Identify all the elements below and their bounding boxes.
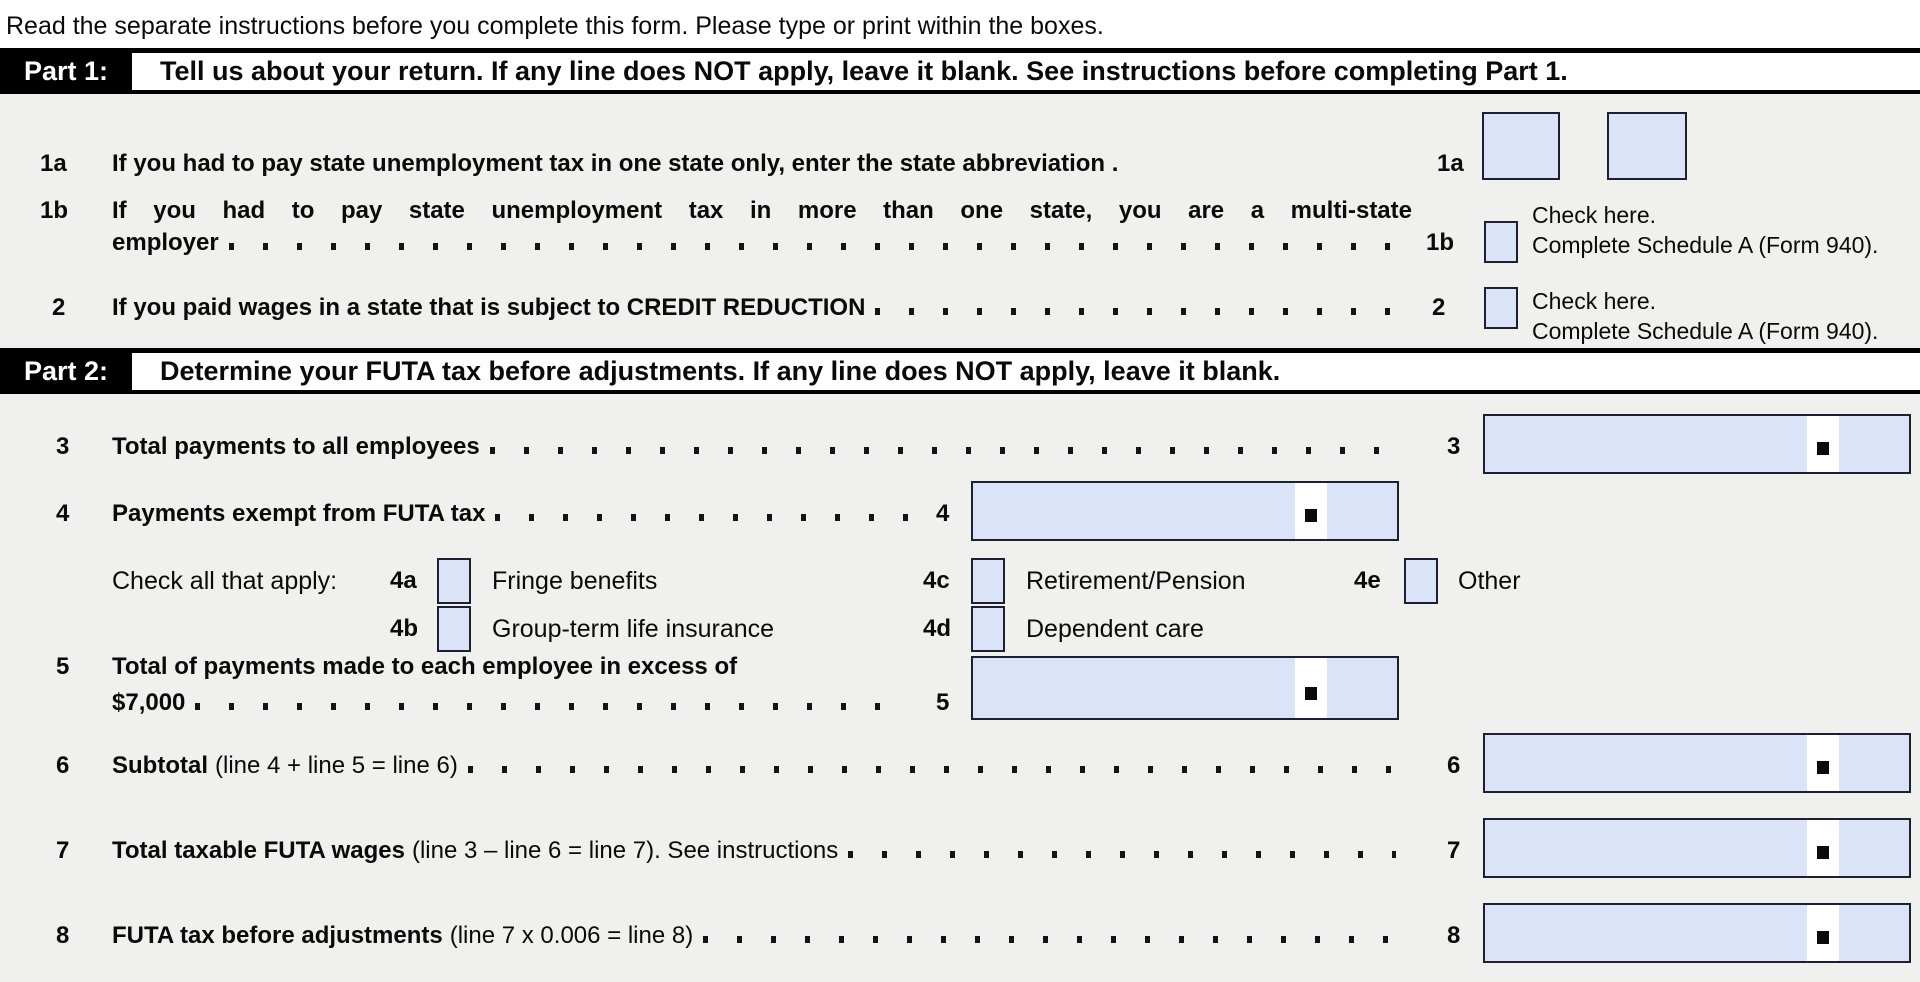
check-4b-label: Group-term life insurance: [492, 615, 775, 643]
check-4e-label: Other: [1458, 567, 1521, 595]
part1-label: Part 1:: [0, 48, 132, 94]
line-3-label: Total payments to all employees: [112, 433, 480, 460]
check-4e-number: 4e: [1354, 567, 1381, 594]
line-4-amount-field[interactable]: [971, 481, 1399, 541]
check-4e-other-checkbox[interactable]: [1404, 558, 1438, 604]
decimal-dot: [1305, 509, 1317, 522]
line-1b-right-number: 1b: [1426, 229, 1455, 256]
line-3-amount-field[interactable]: [1483, 414, 1911, 474]
line-1b-check-note-1: Check here.: [1532, 202, 1657, 228]
line-2-text: If you paid wages in a state that is subject to CREDIT REDUCTION: [112, 294, 866, 321]
dot-leader: [468, 766, 1396, 773]
line-6-number: 6: [56, 752, 70, 779]
line-8-text-row: [112, 921, 1412, 951]
line-5-text-line1: Total of payments made to each employee in excess of: [112, 653, 738, 680]
state-abbreviation-box-1[interactable]: [1482, 112, 1560, 180]
line-1b-multistate-checkbox[interactable]: [1484, 221, 1518, 263]
check-4d-dependent-care-checkbox[interactable]: [971, 606, 1005, 652]
line-8-right-number: 8: [1447, 922, 1461, 949]
line-1b-text-line2: [112, 228, 1412, 258]
line-1b-number: 1b: [40, 197, 69, 224]
check-4d-number: 4d: [923, 615, 952, 642]
decimal-separator: [1807, 735, 1839, 791]
line-2-number: 2: [52, 294, 66, 321]
line-8-label-bold: FUTA tax before adjustments: [112, 922, 443, 949]
line-4-label: Payments exempt from FUTA tax: [112, 500, 486, 527]
dot-leader: [490, 447, 1396, 454]
check-4c-retirement-pension-checkbox[interactable]: [971, 558, 1005, 604]
line-7-text-row: [112, 836, 1412, 866]
decimal-dot: [1817, 846, 1829, 859]
part2-title: Determine your FUTA tax before adjustments. If any line does NOT apply, leave it blank.: [160, 356, 1281, 386]
state-abbreviation-box-2[interactable]: [1607, 112, 1687, 180]
form-instruction-text: Read the separate instructions before you complete this form. Please type or print within the boxes.: [6, 12, 1104, 40]
part2-label: Part 2:: [0, 348, 132, 394]
part1-header-bar: [0, 48, 1920, 94]
line-8-number: 8: [56, 922, 70, 949]
decimal-dot: [1305, 687, 1317, 700]
line-4-text-row: [112, 499, 924, 529]
decimal-separator: [1807, 905, 1839, 961]
line-7-right-number: 7: [1447, 837, 1461, 864]
line-6-right-number: 6: [1447, 752, 1461, 779]
line-8-amount-field[interactable]: [1483, 903, 1911, 963]
line-2-check-note-1: Check here.: [1532, 288, 1657, 314]
check-4a-number: 4a: [390, 567, 417, 594]
line-5-right-number: 5: [936, 689, 950, 716]
check-4a-fringe-benefits-checkbox[interactable]: [437, 558, 471, 604]
line-1b-text-line1: If you had to pay state unemployment tax in more than one state, you are a multi-state: [112, 197, 1412, 224]
line-6-label-bold: Subtotal: [112, 752, 208, 779]
check-4c-number: 4c: [923, 567, 950, 594]
line-4-check-prompt: Check all that apply:: [112, 567, 338, 595]
check-4d-label: Dependent care: [1026, 615, 1204, 643]
line-4-number: 4: [56, 500, 70, 527]
dot-leader: [875, 308, 1396, 315]
line-1b-check-note-2: Complete Schedule A (Form 940).: [1532, 232, 1879, 258]
line-5-number: 5: [56, 653, 70, 680]
check-4b-group-term-life-checkbox[interactable]: [437, 606, 471, 652]
check-4a-label: Fringe benefits: [492, 567, 658, 595]
dot-leader: [703, 936, 1396, 943]
dot-leader: [195, 703, 908, 710]
line-7-number: 7: [56, 837, 70, 864]
line-3-number: 3: [56, 433, 70, 460]
decimal-dot: [1817, 931, 1829, 944]
line-3-right-number: 3: [1447, 433, 1461, 460]
line-1a-right-number: 1a: [1437, 150, 1464, 177]
decimal-dot: [1817, 761, 1829, 774]
line-5-text-line2-amount: $7,000: [112, 689, 186, 716]
line-5-amount-field[interactable]: [971, 656, 1399, 720]
check-4b-number: 4b: [390, 615, 419, 642]
part1-title: Tell us about your return. If any line does NOT apply, leave it blank. See instructions before completing Part 1.: [160, 56, 1568, 86]
line-6-amount-field[interactable]: [1483, 733, 1911, 793]
decimal-separator: [1807, 820, 1839, 876]
line-2-right-number: 2: [1432, 294, 1446, 321]
line-3-text-row: [112, 432, 1412, 462]
check-4c-label: Retirement/Pension: [1026, 567, 1246, 595]
decimal-separator: [1295, 658, 1327, 718]
line-1a-number: 1a: [40, 150, 67, 177]
line-7-amount-field[interactable]: [1483, 818, 1911, 878]
line-2-text-row: [112, 293, 1412, 323]
part2-header-bar: [0, 348, 1920, 394]
decimal-dot: [1817, 442, 1829, 455]
line-2-check-note-2: Complete Schedule A (Form 940).: [1532, 318, 1879, 344]
line-1a-text: If you had to pay state unemployment tax in one state only, enter the state abbreviation .: [112, 150, 1119, 177]
line-7-label-bold: Total taxable FUTA wages: [112, 837, 405, 864]
dot-leader: [848, 851, 1396, 858]
line-7-label-rest: (line 3 – line 6 = line 7). See instructions: [411, 837, 839, 864]
decimal-separator: [1295, 483, 1327, 539]
line-5-text-line2: [112, 688, 924, 718]
line-1b-text-line2-word: employer: [112, 229, 219, 256]
decimal-separator: [1807, 416, 1839, 472]
line-6-text-row: [112, 751, 1412, 781]
line-6-label-rest: (line 4 + line 5 = line 6): [215, 752, 458, 779]
line-8-label-rest: (line 7 x 0.006 = line 8): [449, 922, 694, 949]
dot-leader: [495, 514, 908, 521]
dot-leader: [229, 243, 1396, 250]
line-4-right-number: 4: [936, 500, 950, 527]
line-2-credit-reduction-checkbox[interactable]: [1484, 287, 1518, 329]
